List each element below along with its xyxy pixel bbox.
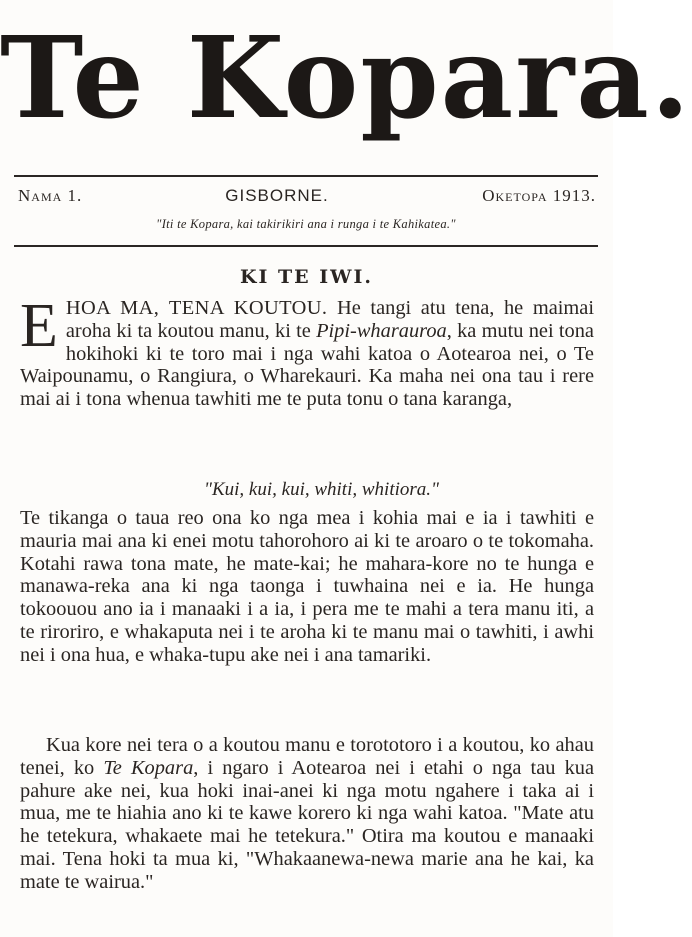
opening-words: HOA MA, TENA KOUTOU. [65, 297, 328, 319]
paragraph-1-italic-a: Pipi-wharauroa [316, 319, 447, 342]
paragraph-1-text-b: , ka mutu nei tona hokihoki ki te toro mai i nga wahi katoa o Aotearoa nei, o Te Waipounamu, o Rangiura, o Wharekauri. Ka maha nei ona tau i rere mai ai i tona whenua tawhiti me te puta tonu o tana karanga, [20, 319, 594, 411]
issue-date: Oketopa 1913. [482, 186, 596, 205]
paragraph-3-italic-a: Te Kopara [103, 756, 194, 779]
paragraph-3-text-a: Kua kore nei tera o a koutou manu e torototoro i a koutou, ko ahau tenei, ko [20, 734, 594, 779]
masthead-motto: "Iti te Kopara, kai takirikiri ana i runga i te Kahikatea." [156, 217, 456, 231]
paragraph-3-text-b: , i ngaro i Aotearoa nei i etahi o nga tau kua pahure ake nei, kua hoki inai-anei ki nga motu ngahere i taka ai i mua, me te hiahia ano ki te kawe korero ki nga wahi katoa. "Mate atu he tetekura, whakaete mai he tetekura." Otira ma koutou e manaaki mai. Tena hoki ta mua ki, "Whakaanewa-newa marie ana he kai, ka mate te wairua." [20, 756, 595, 893]
paragraph-1-text-a: He tangi atu tena, he maimai aroha ki ta koutou manu, ki te [65, 297, 594, 342]
drop-cap: E [20, 292, 58, 360]
masthead [0, 4, 692, 154]
masthead-title: Te Kopara. [0, 13, 692, 144]
issue-number: Nama 1. [18, 186, 83, 205]
issue-bar [14, 175, 598, 247]
issue-place: GISBORNE. [225, 186, 329, 205]
article-paragraph-1 [20, 292, 594, 411]
article-heading: KI TE IWI. [240, 266, 373, 288]
bird-call-quote: "Kui, kui, kui, whiti, whitiora." [204, 479, 439, 500]
article-paragraph-2: Te tikanga o taua reo ona ko nga mea i kohia mai e ia i tawhiti e mauria mai ana ki enei motu tahorohoro ai ki te aroaro o te tokomaha. Kotahi rawa tona mate, he mate-kai; he mahara-kore no te hunga e manawa-reka ana ki nga taonga i tuwhaina nei e ia. He hunga tokoouou ano ia i manaaki i a ia, i pera me te mahi a tera manu iti, a te riroriro, e whakaputa nei i te aroha ki te manu mai o tawhiti, i awhi nei i ona hua, e whaka-tupu ake nei i ana tamariki. [20, 507, 594, 666]
issue-row [18, 186, 596, 212]
article-paragraph-3 [20, 734, 594, 894]
